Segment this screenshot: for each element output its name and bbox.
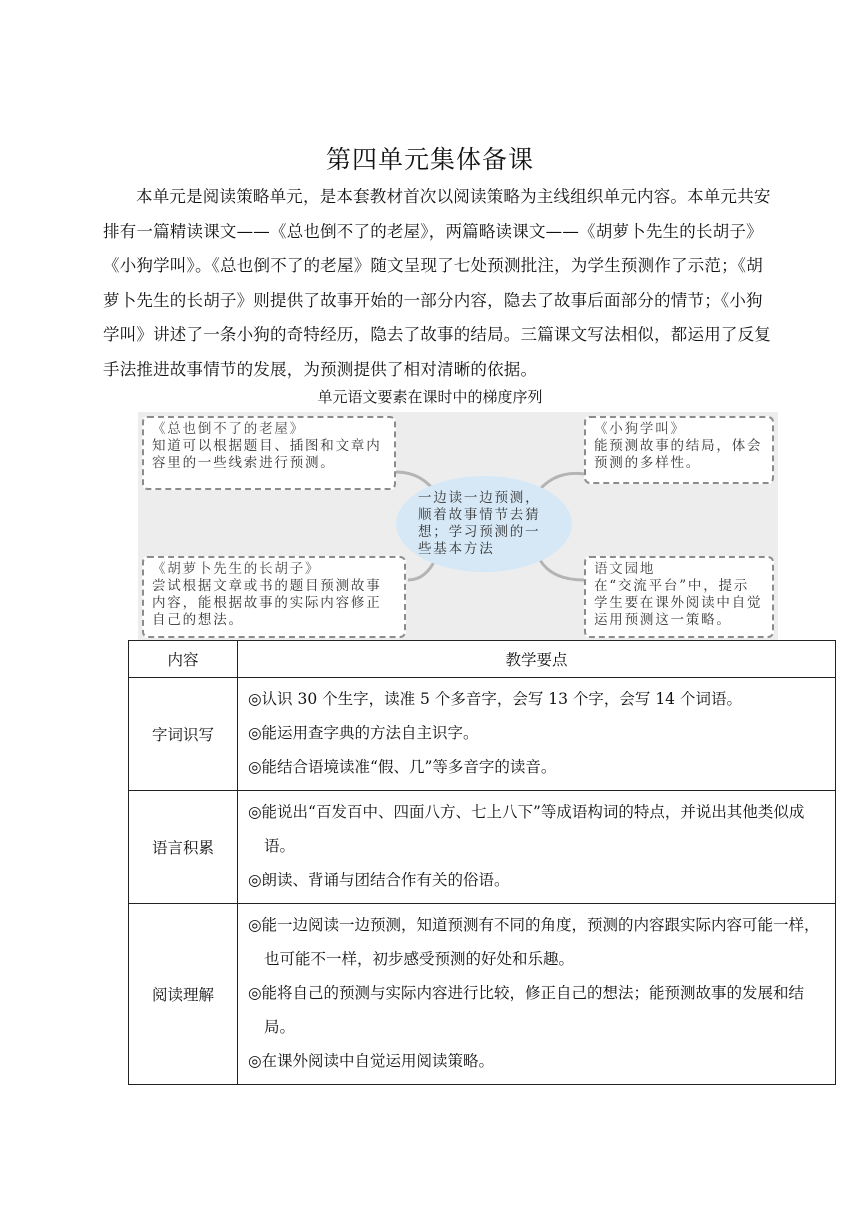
bubble-description: 在“交流平台”中，提示学生要在课外阅读中自觉运用预测这一策略。 [594,578,763,628]
row-category: 字词识写 [129,678,238,791]
bubble-title: 《小狗学叫》 [594,421,686,437]
central-goal: 一边读一边预测，顺着故事情节去猜想；学习预测的一些基本方法 [396,476,572,572]
bubble-lesson-mr-carrot [142,556,406,638]
bubble-title: 语文园地 [594,561,656,577]
row-points [238,791,836,904]
page-title: 第四单元集体备课 [325,145,534,174]
row-points [238,904,836,1085]
bubble-lesson-old-house [142,416,396,490]
teaching-point: ◎能说出“百发百中、四面八方、七上八下”等成语构词的特点，并说出其他类似成语。 [248,803,805,855]
teaching-point: ◎认识 30 个生字，读准 5 个多音字，会写 13 个字，会写 14 个词语。 [248,690,742,708]
unit-element-diagram [138,412,778,640]
intro-text: 本单元是阅读策略单元，是本套教材首次以阅读策略为主线组织单元内容。本单元共安排有一篇精读课文——《总也倒不了的老屋》，两篇略读课文——《胡萝卜先生的长胡子》 《小狗学叫》。《总也倒不了的老屋》随文呈现了七处预测批注，为学生预测作了示范；《胡萝卜先生的长胡子》则提供了故事开始的一部分内容，隐去了故事后面部分的情节；《小狗学叫》讲述了一条小狗的奇特经历，隐去了故事的结局。三篇课文写法相似，都运用了反复手法推进故事情节的发展，为预测提供了相对清晰的依据。 [103,187,771,379]
teaching-points-table [128,640,836,1085]
connector-bottom-right [540,560,584,580]
teaching-point: ◎能一边阅读一边预测，知道预测有不同的角度，预测的内容跟实际内容可能一样，也可能不一样，初步感受预测的好处和乐趣。 [248,916,820,968]
bubble-description: 能预测故事的结局，体会预测的多样性。 [594,438,763,471]
header-teaching-points: 教学要点 [238,641,836,678]
row-category: 阅读理解 [129,904,238,1085]
bubble-title: 《总也倒不了的老屋》 [152,421,305,437]
teaching-point: ◎能将自己的预测与实际内容进行比较，修正自己的想法；能预测故事的发展和结局。 [248,984,805,1036]
table-header-row [129,641,836,678]
row-category: 语言积累 [129,791,238,904]
diagram-caption: 单元语文要素在课时中的梯度序列 [317,388,543,406]
bubble-title: 《胡萝卜先生的长胡子》 [152,561,321,577]
teaching-point: ◎能结合语境读准“假、几”等多音字的读音。 [248,758,557,776]
table-row [129,791,836,904]
teaching-point: ◎在课外阅读中自觉运用阅读策略。 [248,1052,495,1070]
table-row [129,678,836,791]
row-points [238,678,836,791]
bubble-lesson-puppy [584,416,774,484]
table-row [129,904,836,1085]
bubble-description: 知道可以根据题目、插图和文章内容里的一些线索进行预测。 [152,438,382,471]
bubble-description: 尝试根据文章或书的题目预测故事内容，能根据故事的实际内容修正自己的想法。 [152,578,382,628]
bubble-language-garden [584,556,774,638]
teaching-point: ◎朗读、背诵与团结合作有关的俗语。 [248,871,510,889]
header-content: 内容 [129,641,238,678]
intro-paragraph [103,180,771,387]
teaching-point: ◎能运用查字典的方法自主识字。 [248,724,479,742]
